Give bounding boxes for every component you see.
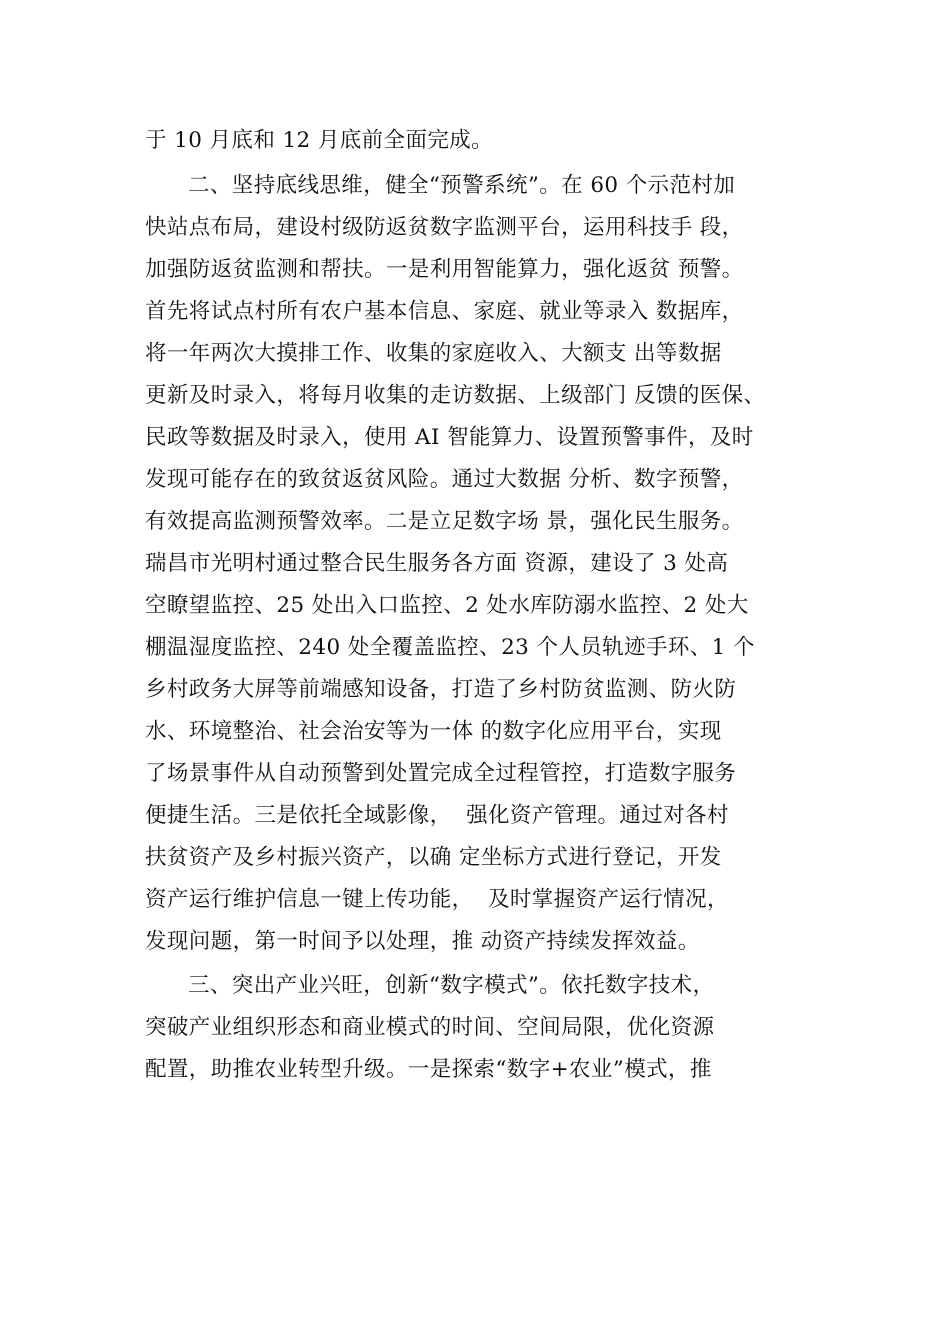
text-line-19: 资产运行维护信息一键上传功能， 及时掌握资产运行情况， [145, 887, 729, 912]
text-line-16: 了场景事件从自动预警到处置完成全过程管控，打造数字服务 [145, 761, 737, 786]
text-line-8: 民政等数据及时录入，使用 AI 智能算力、设置预警事件，及时 [145, 425, 754, 450]
text-line-3: 快站点布局，建设村级防返贫数字监测平台，运用科技手 段， [145, 215, 744, 240]
text-line-1: 于 10 月底和 12 月底前全面完成。 [145, 128, 494, 153]
text-line-10: 有效提高监测预警效率。二是立足数字场 景，强化民生服务。 [145, 509, 744, 534]
text-line-17: 便捷生活。三是依托全域影像， 强化资产管理。通过对各村 [145, 803, 729, 828]
text-line-4: 加强防返贫监测和帮扶。一是利用智能算力，强化返贫 预警。 [145, 257, 744, 282]
text-line-13: 棚温湿度监控、240 处全覆盖监控、23 个人员轨迹手环、1 个 [145, 635, 755, 660]
text-line-6: 将一年两次大摸排工作、收集的家庭收入、大额支 出等数据 [145, 341, 722, 366]
text-line-11: 瑞昌市光明村通过整合民生服务各方面 资源，建设了 3 处高 [145, 551, 729, 576]
text-line-12: 空瞭望监控、25 处出入口监控、2 处水库防溺水监控、2 处大 [145, 593, 749, 618]
text-line-21: 三、突出产业兴旺，创新“数字模式”。依托数字技术， [188, 973, 715, 998]
text-line-5: 首先将试点村所有农户基本信息、家庭、就业等录入 数据库， [145, 299, 744, 324]
text-line-23: 配置，助推农业转型升级。一是探索“数字+农业”模式，推 [145, 1057, 712, 1082]
text-line-9: 发现可能存在的致贫返贫风险。通过大数据 分析、数字预警， [145, 467, 744, 492]
text-line-7: 更新及时录入，将每月收集的走访数据、上级部门 反馈的医保、 [145, 383, 766, 408]
text-line-2: 二、坚持底线思维，健全“预警系统”。在 60 个示范村加 [188, 173, 736, 198]
text-line-18: 扶贫资产及乡村振兴资产，以确 定坐标方式进行登记，开发 [145, 845, 722, 870]
text-line-15: 水、环境整治、社会治安等为一体 的数字化应用平台，实现 [145, 719, 722, 744]
text-line-20: 发现问题，第一时间予以处理，推 动资产持续发挥效益。 [145, 929, 700, 954]
text-line-14: 乡村政务大屏等前端感知设备，打造了乡村防贫监测、防火防 [145, 677, 737, 702]
text-line-22: 突破产业组织形态和商业模式的时间、空间局限，优化资源 [145, 1015, 715, 1040]
